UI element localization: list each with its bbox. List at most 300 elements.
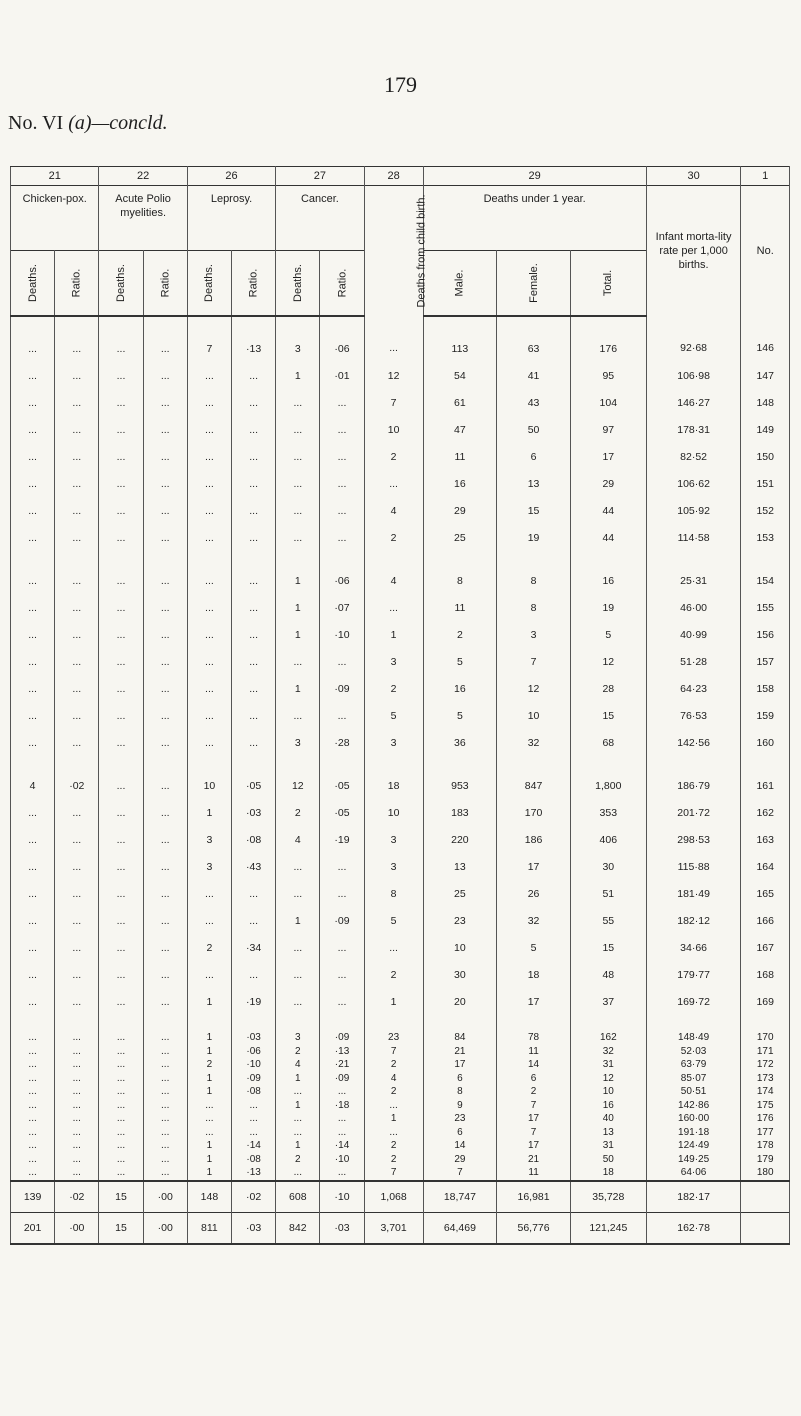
table-cell: ... xyxy=(143,316,187,362)
table-cell: ... xyxy=(187,675,231,702)
table-cell: ... xyxy=(11,470,55,497)
table-cell: ... xyxy=(143,961,187,988)
table-cell: ... xyxy=(143,1126,187,1140)
table-cell: 64·23 xyxy=(646,675,741,702)
table-cell: 82·52 xyxy=(646,443,741,470)
table-cell: 12 xyxy=(570,648,646,675)
table-cell: ·14 xyxy=(232,1139,276,1153)
table-cell: 178 xyxy=(741,1139,790,1153)
table-cell: ... xyxy=(143,729,187,756)
table-cell: ·02 xyxy=(55,1181,99,1213)
table-cell: ... xyxy=(143,621,187,648)
table-cell: 15 xyxy=(570,702,646,729)
table-cell: ... xyxy=(11,1058,55,1072)
table-cell: 191·18 xyxy=(646,1126,741,1140)
table-cell: 146 xyxy=(741,316,790,362)
table-cell: ·13 xyxy=(232,1166,276,1181)
table-cell: 29 xyxy=(423,1153,497,1167)
table-cell: 40·99 xyxy=(646,621,741,648)
table-row xyxy=(11,416,790,443)
table-cell: 168 xyxy=(741,961,790,988)
table-cell: 173 xyxy=(741,1072,790,1086)
table-cell: 12 xyxy=(364,362,423,389)
table-cell: 180 xyxy=(741,1166,790,1181)
table-cell: 28 xyxy=(570,675,646,702)
title-prefix: No. VI xyxy=(8,112,69,134)
table-cell: ... xyxy=(143,470,187,497)
table-cell: 847 xyxy=(497,756,571,799)
table-cell: 4 xyxy=(276,1058,320,1072)
table-cell: ... xyxy=(11,853,55,880)
table-cell: ... xyxy=(55,961,99,988)
table-cell: 23 xyxy=(423,1112,497,1126)
table-row xyxy=(11,1112,790,1126)
table-cell: ·06 xyxy=(320,316,364,362)
table-cell: ·03 xyxy=(320,1212,364,1244)
table-cell: 201 xyxy=(11,1212,55,1244)
table-cell: 2 xyxy=(423,621,497,648)
table-cell: ... xyxy=(11,594,55,621)
table-cell: ... xyxy=(232,961,276,988)
table-cell: 176 xyxy=(741,1112,790,1126)
table-cell: 4 xyxy=(276,826,320,853)
table-cell: 43 xyxy=(497,389,571,416)
table-row xyxy=(11,1015,790,1045)
table-cell: 148 xyxy=(741,389,790,416)
table-cell: ·08 xyxy=(232,826,276,853)
table-cell: ... xyxy=(143,524,187,551)
table-cell: 1 xyxy=(187,988,231,1015)
table-cell: 76·53 xyxy=(646,702,741,729)
table-cell: 51 xyxy=(570,880,646,907)
table-cell: ... xyxy=(99,362,143,389)
table-cell: 152 xyxy=(741,497,790,524)
table-cell: 156 xyxy=(741,621,790,648)
table-cell: 10 xyxy=(364,416,423,443)
table-cell: ... xyxy=(232,497,276,524)
table-cell: 167 xyxy=(741,934,790,961)
table-cell: 201·72 xyxy=(646,799,741,826)
table-cell: ... xyxy=(55,1058,99,1072)
table-row xyxy=(11,470,790,497)
table-cell: ·21 xyxy=(320,1058,364,1072)
table-cell: ... xyxy=(11,729,55,756)
table-cell: ·01 xyxy=(320,362,364,389)
table-cell: ... xyxy=(276,853,320,880)
table-cell: ... xyxy=(55,729,99,756)
table-cell: 2 xyxy=(187,1058,231,1072)
table-cell: ·09 xyxy=(320,675,364,702)
table-cell: ... xyxy=(55,826,99,853)
table-cell: 186·79 xyxy=(646,756,741,799)
table-cell: ... xyxy=(276,524,320,551)
table-cell: 158 xyxy=(741,675,790,702)
table-cell: ... xyxy=(364,1126,423,1140)
table-cell: 56,776 xyxy=(497,1212,571,1244)
table-cell: 4 xyxy=(364,1072,423,1086)
table-cell: 29 xyxy=(570,470,646,497)
table-cell: 148 xyxy=(187,1181,231,1213)
table-cell: 20 xyxy=(423,988,497,1015)
table-cell: 37 xyxy=(570,988,646,1015)
table-cell: ... xyxy=(232,1126,276,1140)
table-cell: ·05 xyxy=(320,756,364,799)
table-cell: 186 xyxy=(497,826,571,853)
table-cell: ... xyxy=(99,1139,143,1153)
table-cell: 169·72 xyxy=(646,988,741,1015)
table-cell: 3 xyxy=(187,826,231,853)
table-row xyxy=(11,799,790,826)
table-cell: ... xyxy=(55,524,99,551)
table-cell: ... xyxy=(11,988,55,1015)
table-row xyxy=(11,551,790,594)
table-row xyxy=(11,1072,790,1086)
table-cell: 19 xyxy=(570,594,646,621)
table-cell: 1 xyxy=(276,362,320,389)
table-row xyxy=(11,756,790,799)
table-cell: 1 xyxy=(276,675,320,702)
table-cell: ... xyxy=(143,1058,187,1072)
table-cell: 26 xyxy=(497,880,571,907)
table-cell: 55 xyxy=(570,907,646,934)
table-cell: 165 xyxy=(741,880,790,907)
table-title xyxy=(8,112,168,135)
table-cell: ... xyxy=(55,1072,99,1086)
table-cell: 176 xyxy=(570,316,646,362)
table-cell: ... xyxy=(55,880,99,907)
table-row xyxy=(11,1212,790,1244)
table-cell: 64·06 xyxy=(646,1166,741,1181)
table-cell: 97 xyxy=(570,416,646,443)
table-row xyxy=(11,648,790,675)
col-num-1: 1 xyxy=(741,167,790,186)
table-cell: ·28 xyxy=(320,729,364,756)
table-cell: 608 xyxy=(276,1181,320,1213)
table-cell: 1 xyxy=(276,594,320,621)
table-cell: ... xyxy=(143,1139,187,1153)
table-cell: 1 xyxy=(276,907,320,934)
table-cell: ... xyxy=(99,551,143,594)
table-cell: 25 xyxy=(423,880,497,907)
table-cell: ... xyxy=(143,907,187,934)
table-cell: ... xyxy=(55,621,99,648)
table-cell: ... xyxy=(232,389,276,416)
table-cell: ... xyxy=(276,648,320,675)
table-cell: ... xyxy=(55,1045,99,1059)
page-number: 179 xyxy=(384,72,417,97)
table-cell: ... xyxy=(187,470,231,497)
table-cell: 23 xyxy=(364,1015,423,1045)
table-cell: 160 xyxy=(741,729,790,756)
table-cell: 178·31 xyxy=(646,416,741,443)
table-cell: 4 xyxy=(364,551,423,594)
table-cell: 5 xyxy=(497,934,571,961)
table-cell: 1 xyxy=(187,1015,231,1045)
table-cell: ·08 xyxy=(232,1153,276,1167)
table-cell: ... xyxy=(99,524,143,551)
table-row xyxy=(11,1153,790,1167)
table-row xyxy=(11,1126,790,1140)
table-cell: 2 xyxy=(364,1153,423,1167)
table-cell: 41 xyxy=(497,362,571,389)
table-cell: 162 xyxy=(570,1015,646,1045)
table-cell: ... xyxy=(11,961,55,988)
table-cell: 3 xyxy=(364,826,423,853)
table-cell: 1 xyxy=(187,1045,231,1059)
col-num-21: 21 xyxy=(11,167,99,186)
table-cell: 30 xyxy=(423,961,497,988)
table-cell: 50·51 xyxy=(646,1085,741,1099)
table-cell: 85·07 xyxy=(646,1072,741,1086)
table-cell: 155 xyxy=(741,594,790,621)
table-cell: ... xyxy=(187,729,231,756)
table-cell: 11 xyxy=(423,443,497,470)
table-cell: 181·49 xyxy=(646,880,741,907)
table-cell: ... xyxy=(143,443,187,470)
table-cell: 5 xyxy=(570,621,646,648)
table-cell: ... xyxy=(232,648,276,675)
table-cell: ... xyxy=(11,551,55,594)
sub-cancer-ratio: Ratio. xyxy=(320,251,364,317)
table-cell: ... xyxy=(55,1139,99,1153)
table-row xyxy=(11,1166,790,1181)
table-cell: 10 xyxy=(497,702,571,729)
table-cell: ... xyxy=(99,756,143,799)
table-cell: ... xyxy=(320,1112,364,1126)
table-cell: 406 xyxy=(570,826,646,853)
table-cell: ... xyxy=(143,799,187,826)
table-cell: ... xyxy=(11,524,55,551)
table-cell: ... xyxy=(99,443,143,470)
table-cell: ... xyxy=(232,675,276,702)
table-cell: ... xyxy=(187,524,231,551)
table-cell: ·03 xyxy=(232,1212,276,1244)
table-cell: ... xyxy=(276,470,320,497)
table-cell: 10 xyxy=(423,934,497,961)
table-cell: ... xyxy=(55,443,99,470)
table-cell: 7 xyxy=(497,648,571,675)
table-cell: ·05 xyxy=(320,799,364,826)
table-cell: ... xyxy=(11,1045,55,1059)
table-cell: 162·78 xyxy=(646,1212,741,1244)
table-cell: 34·66 xyxy=(646,934,741,961)
table-cell: 8 xyxy=(423,1085,497,1099)
table-cell: ... xyxy=(232,621,276,648)
table-cell: 18 xyxy=(364,756,423,799)
table-cell: 3 xyxy=(364,648,423,675)
table-cell: 104 xyxy=(570,389,646,416)
table-cell: ... xyxy=(143,1085,187,1099)
table-cell: 154 xyxy=(741,551,790,594)
table-cell: 21 xyxy=(423,1045,497,1059)
sub-chicken-ratio: Ratio. xyxy=(55,251,99,317)
table-cell: ... xyxy=(55,1126,99,1140)
col-num-27: 27 xyxy=(276,167,364,186)
table-cell: ... xyxy=(187,621,231,648)
table-cell: ... xyxy=(143,594,187,621)
table-row xyxy=(11,443,790,470)
table-cell: ... xyxy=(320,853,364,880)
table-cell: 182·17 xyxy=(646,1181,741,1213)
table-cell: 8 xyxy=(497,551,571,594)
table-cell: ... xyxy=(99,1058,143,1072)
table-cell: ·18 xyxy=(320,1099,364,1113)
table-cell: ... xyxy=(187,1099,231,1113)
table-row xyxy=(11,907,790,934)
table-cell: ... xyxy=(143,497,187,524)
table-cell: 148·49 xyxy=(646,1015,741,1045)
table-cell: ... xyxy=(55,988,99,1015)
table-cell: 2 xyxy=(276,799,320,826)
sub-chicken-deaths: Deaths. xyxy=(11,251,55,317)
col-label-no: No. xyxy=(741,186,790,317)
table-cell: 1 xyxy=(364,621,423,648)
table-cell: ... xyxy=(99,961,143,988)
col-label-polio: Acute Polio myelities. xyxy=(99,186,187,251)
table-cell: 11 xyxy=(423,594,497,621)
table-cell: ... xyxy=(99,1112,143,1126)
table-cell: 47 xyxy=(423,416,497,443)
table-cell: ... xyxy=(364,594,423,621)
table-cell: 1 xyxy=(187,1072,231,1086)
sub-leprosy-deaths: Deaths. xyxy=(187,251,231,317)
table-cell: ·07 xyxy=(320,594,364,621)
table-cell: 7 xyxy=(497,1099,571,1113)
table-cell: 17 xyxy=(497,1139,571,1153)
table-cell: 13 xyxy=(423,853,497,880)
table-cell: 113 xyxy=(423,316,497,362)
col-num-28: 28 xyxy=(364,167,423,186)
table-cell: 95 xyxy=(570,362,646,389)
sub-polio-deaths: Deaths. xyxy=(99,251,143,317)
table-cell: ... xyxy=(11,648,55,675)
table-cell: 171 xyxy=(741,1045,790,1059)
table-cell: 106·98 xyxy=(646,362,741,389)
table-cell: ·06 xyxy=(232,1045,276,1059)
table-cell: 61 xyxy=(423,389,497,416)
table-cell: 147 xyxy=(741,362,790,389)
table-cell: 5 xyxy=(364,907,423,934)
table-cell: ... xyxy=(143,1015,187,1045)
table-cell: ... xyxy=(276,416,320,443)
table-cell: ... xyxy=(232,907,276,934)
table-cell: ... xyxy=(320,443,364,470)
table-cell: ... xyxy=(11,443,55,470)
table-cell: 842 xyxy=(276,1212,320,1244)
table-cell: ... xyxy=(143,389,187,416)
table-cell: ... xyxy=(55,1099,99,1113)
table-cell: 29 xyxy=(423,497,497,524)
table-cell: ... xyxy=(11,907,55,934)
table-cell: ... xyxy=(143,1166,187,1181)
table-row xyxy=(11,621,790,648)
sub-cancer-deaths: Deaths. xyxy=(276,251,320,317)
table-cell: 14 xyxy=(423,1139,497,1153)
table-cell: ... xyxy=(320,470,364,497)
table-row xyxy=(11,362,790,389)
table-row xyxy=(11,524,790,551)
table-cell: 17 xyxy=(497,988,571,1015)
table-cell: 353 xyxy=(570,799,646,826)
table-cell: ... xyxy=(99,470,143,497)
table-cell: ... xyxy=(143,1099,187,1113)
table-cell: ... xyxy=(276,988,320,1015)
table-cell: 52·03 xyxy=(646,1045,741,1059)
table-cell: ... xyxy=(276,1166,320,1181)
table-cell: ... xyxy=(11,621,55,648)
table-cell: 3 xyxy=(364,729,423,756)
table-cell: 5 xyxy=(364,702,423,729)
table-cell: ... xyxy=(143,1045,187,1059)
table-cell: ... xyxy=(99,648,143,675)
table-cell: ·13 xyxy=(232,316,276,362)
table-cell: 51·28 xyxy=(646,648,741,675)
table-cell: ... xyxy=(143,934,187,961)
table-cell: 10 xyxy=(187,756,231,799)
table-cell: 1 xyxy=(276,1139,320,1153)
table-cell: 3 xyxy=(276,729,320,756)
table-cell: ... xyxy=(187,1112,231,1126)
table-cell: ... xyxy=(276,702,320,729)
table-cell xyxy=(741,1212,790,1244)
table-cell: 12 xyxy=(276,756,320,799)
table-cell: 54 xyxy=(423,362,497,389)
table-cell: 175 xyxy=(741,1099,790,1113)
table-cell: 161 xyxy=(741,756,790,799)
table-cell: ... xyxy=(11,497,55,524)
table-cell: ... xyxy=(55,594,99,621)
table-cell: 25·31 xyxy=(646,551,741,594)
table-cell: ... xyxy=(276,934,320,961)
table-cell: ·19 xyxy=(320,826,364,853)
table-cell: ... xyxy=(187,648,231,675)
table-cell: ... xyxy=(11,1015,55,1045)
table-cell: 7 xyxy=(364,1166,423,1181)
table-cell: ... xyxy=(143,988,187,1015)
table-cell: ... xyxy=(11,1166,55,1181)
table-cell: 15 xyxy=(570,934,646,961)
table-cell: 139 xyxy=(11,1181,55,1213)
table-cell: ... xyxy=(99,988,143,1015)
table-cell: 8 xyxy=(497,594,571,621)
table-cell: ... xyxy=(11,1126,55,1140)
table-cell: 18 xyxy=(570,1166,646,1181)
table-cell: 17 xyxy=(497,1112,571,1126)
table-cell: ... xyxy=(55,416,99,443)
table-cell: 7 xyxy=(364,1045,423,1059)
sub-total: Total. xyxy=(570,251,646,317)
table-cell: ... xyxy=(276,1126,320,1140)
table-row xyxy=(11,826,790,853)
table-cell: ... xyxy=(99,497,143,524)
table-cell: 50 xyxy=(497,416,571,443)
table-cell: 164 xyxy=(741,853,790,880)
table-cell: 1,068 xyxy=(364,1181,423,1213)
table-cell: 16 xyxy=(423,470,497,497)
table-cell: ... xyxy=(55,934,99,961)
table-cell: 44 xyxy=(570,497,646,524)
table-cell: ... xyxy=(187,497,231,524)
table-cell xyxy=(741,1181,790,1213)
table-cell: 17 xyxy=(570,443,646,470)
table-cell: ·03 xyxy=(232,1015,276,1045)
table-cell: ... xyxy=(55,389,99,416)
table-cell: 1 xyxy=(276,1072,320,1086)
table-cell: 149 xyxy=(741,416,790,443)
table-cell: 13 xyxy=(497,470,571,497)
table-cell: 2 xyxy=(364,1058,423,1072)
table-cell: 1 xyxy=(364,1112,423,1126)
